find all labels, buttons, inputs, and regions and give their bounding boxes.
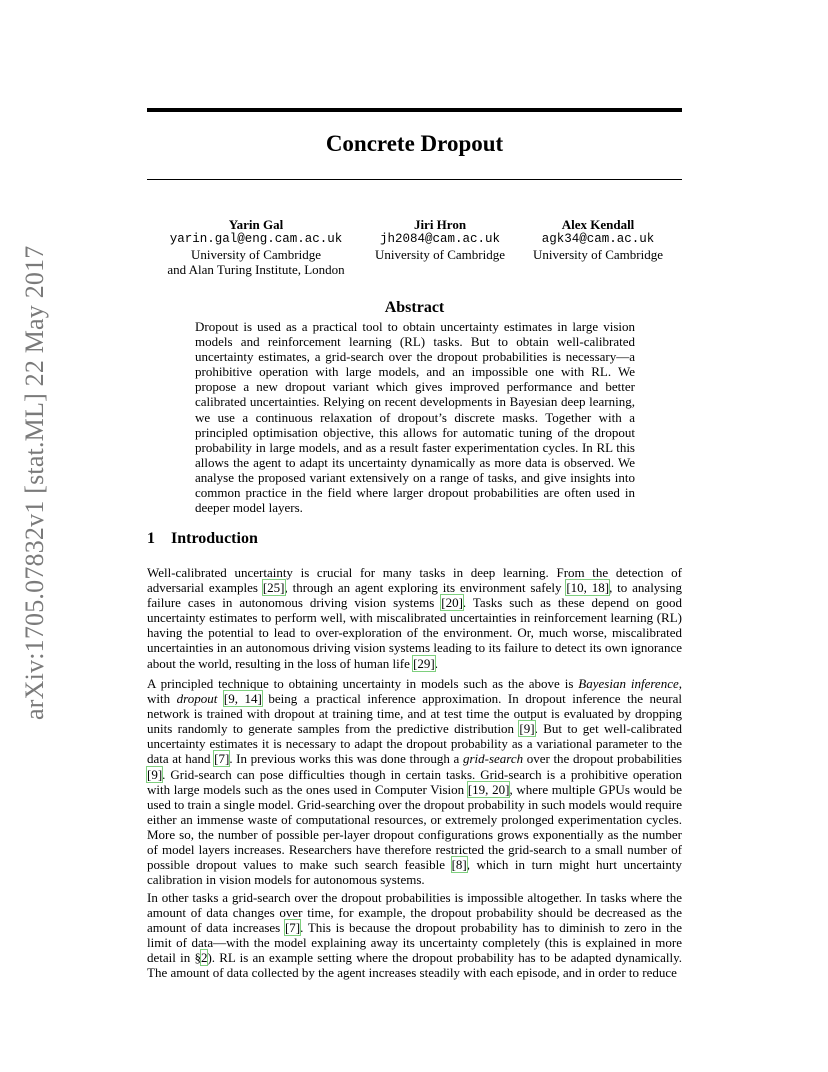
text-run: . Grid-search can pose difficulties though in certain tasks. Grid-search is a prohibitive operation with large models such as the ones used in Computer Vision: [147, 766, 682, 797]
section-ref-link[interactable]: 2: [200, 950, 208, 966]
text-run: . In previous works this was done through a: [229, 751, 463, 767]
emphasis: Bayesian inference: [578, 676, 679, 691]
text-run: . This is because the dropout probability has to diminish to zero in the limit of data—with the model explaining away its uncertainty completely (this is explained in more detail in §: [147, 920, 682, 966]
text-run: , which in turn might hurt uncertainty calibration in vision models for autonomous systems.: [147, 857, 682, 888]
section-number: 1: [147, 530, 155, 547]
emphasis: grid-search: [462, 751, 524, 767]
author-name: Jiri Hron: [413, 217, 467, 232]
citation-link[interactable]: [9, 14]: [223, 691, 262, 707]
citation-link[interactable]: [9]: [519, 721, 535, 737]
title-bottom-rule: [147, 179, 682, 180]
emphasis: dropout: [176, 691, 218, 707]
author-3: [520, 217, 676, 262]
text-run: . Tasks such as these depend on good uncertainty estimates to perform well, with miscalibrated uncertainties in reinforcement learning (RL) having the potential to lead to over-exploration of the environment. Or, much worse, miscalibrated uncertainties in an autonomous driving vision systems leading to its failure to detect its own ignorance about the world, resulting in the loss of human life: [147, 595, 682, 671]
citation-link[interactable]: [10, 18]: [566, 580, 610, 596]
text-run: In other tasks a grid-search over the dropout probabilities is impossible altogether. In tasks where the amount of data changes over time, for example, the dropout probability should be decreased as the amount of data increases: [147, 890, 682, 936]
abstract-text: Dropout is used as a practical tool to obtain uncertainty estimates in large vision models and reinforcement learning (RL) tasks. But to obtain well-calibrated uncertainty estimates, a grid-search over the dropout probabilities is necessary—a prohibitive operation with large models, and an impossible one with RL. We propose a new dropout variant which gives improved performance and better calibrated uncertainties. Relying on recent developments in Bayesian deep learning, we use a continuous relaxation of dropout’s discrete masks. Together with a principled optimisation objective, this allows for automatic tuning of the dropout probability in large models, and as a result faster experimentation cycles. In RL this allows the agent to adapt its uncertainty dynamically as more data is observed. We analyse the proposed variant extensively on a range of tasks, and give insights into common practice in the field where larger dropout probabilities are often used in deeper model layers.: [195, 319, 635, 516]
citation-link[interactable]: [20]: [441, 595, 463, 611]
citation-link[interactable]: [7]: [284, 920, 301, 936]
text-run: Well-calibrated uncertainty is crucial for many tasks in deep learning. From the detection of adversarial examples: [147, 565, 682, 596]
text-run: .: [434, 655, 439, 671]
text-run: ). RL is an example setting where the dropout probability has to be adapted dynamically. The amount of data collected by the agent increases steadily with each episode, and in order to reduce: [147, 950, 682, 981]
text-run: , through an agent exploring its environment safely: [284, 580, 567, 596]
author-block: [147, 217, 682, 287]
citation-link[interactable]: [25]: [262, 580, 285, 596]
text-run: , to analysing failure cases in autonomous driving vision systems: [147, 580, 682, 611]
citation-link[interactable]: [7]: [214, 751, 230, 767]
text-run: , with: [147, 676, 682, 707]
text-run: [217, 691, 224, 706]
citation-link[interactable]: [19, 20]: [467, 781, 510, 797]
intro-paragraph-1: [147, 565, 682, 671]
citation-link[interactable]: [8]: [451, 857, 467, 873]
author-1: [147, 217, 365, 277]
text-run: A principled technique to obtaining uncertainty in models such as the above is: [147, 676, 579, 691]
author-email[interactable]: yarin.gal@eng.cam.ac.uk: [169, 232, 343, 246]
text-run: over the dropout probabilities: [523, 751, 682, 767]
author-name: Yarin Gal: [228, 217, 284, 232]
text-run: . But to get well-calibrated uncertainty estimates it is necessary to adapt the dropout probability as a variational parameter to the data at hand: [147, 721, 683, 767]
author-email[interactable]: jh2084@cam.ac.uk: [379, 232, 501, 246]
intro-paragraph-2: [147, 676, 682, 887]
author-affiliation: University of Cambridge: [533, 247, 663, 262]
section-title: Introduction: [171, 530, 258, 547]
author-name: Alex Kendall: [561, 217, 635, 232]
author-email[interactable]: agk34@cam.ac.uk: [541, 232, 655, 246]
author-affiliation: University of Cambridge: [191, 247, 321, 262]
abstract-heading: Abstract: [384, 299, 445, 316]
intro-paragraph-3: [147, 890, 682, 981]
author-affiliation: University of Cambridge: [375, 247, 505, 262]
text-run: being a practical inference approximation. In dropout inference the neural network is trained with dropout at training time, and at test time the output is evaluated by dropping units randomly to generate samples from the predictive distribution: [147, 691, 683, 737]
section-heading: [147, 530, 258, 548]
citation-link[interactable]: [9]: [147, 766, 163, 782]
citation-link[interactable]: [29]: [413, 655, 435, 671]
title-top-rule: [147, 108, 682, 112]
author-affiliation-2: and Alan Turing Institute, London: [167, 262, 345, 277]
arxiv-side-stamp: arXiv:1705.07832v1 [stat.ML] 22 May 2017: [20, 245, 49, 720]
paper-title: Concrete Dropout: [325, 131, 504, 156]
text-run: , where multiple GPUs would be used to train a single model. Grid-searching over the dropout probability in such models would require either an immense waste of computational resources, or extremely prolonged experimentation cycles. More so, the number of possible per-layer dropout configurations grows exponentially as the number of model layers increases. Researchers have therefore restricted the grid-search to a small number of possible dropout values to make such search feasible: [147, 781, 683, 873]
author-2: [366, 217, 514, 262]
